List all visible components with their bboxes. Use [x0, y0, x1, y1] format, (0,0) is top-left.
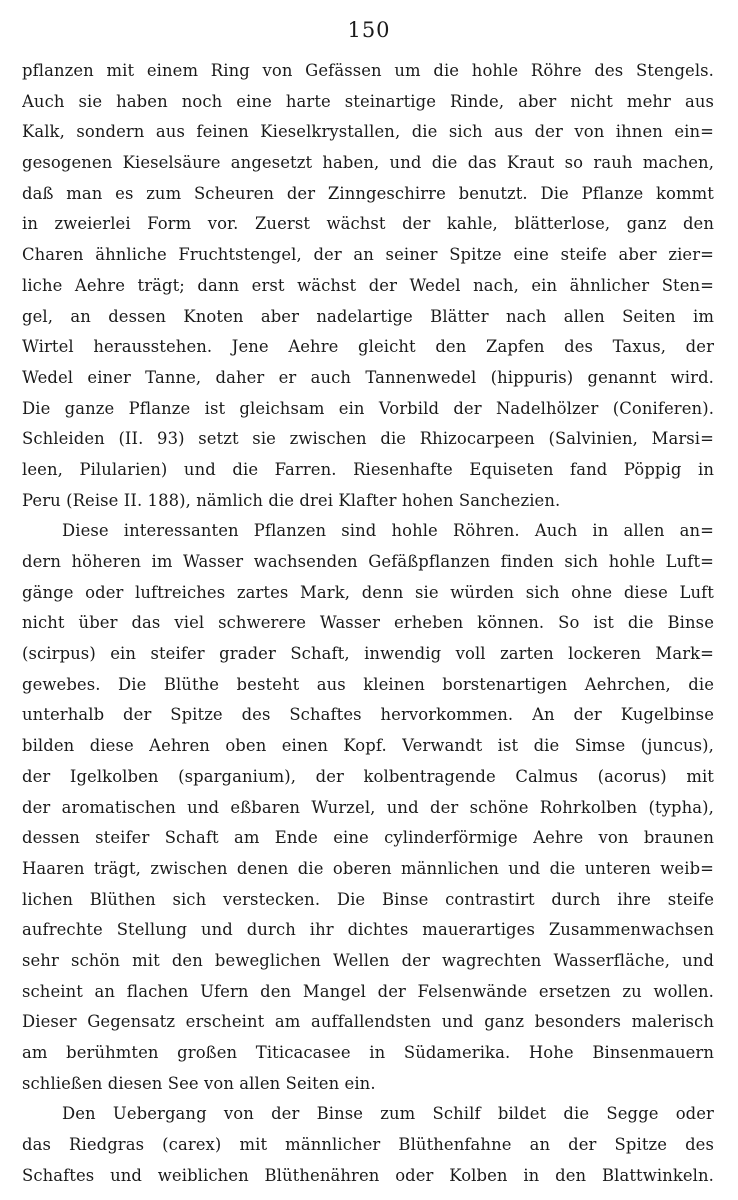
text-line: nicht über das viel schwerere Wasser erheben können. So ist die Binse: [22, 613, 714, 633]
text-line: bilden diese Aehren oben einen Kopf. Verwandt ist die Simse (juncus),: [22, 736, 714, 756]
text-line: in zweierlei Form vor. Zuerst wächst der kahle, blätterlose, ganz den: [22, 214, 714, 234]
text-line: Die ganze Pflanze ist gleichsam ein Vorbild der Nadelhölzer (Coniferen).: [22, 398, 714, 418]
text-line: liche Aehre trägt; dann erst wächst der Wedel nach, ein ähnlicher Sten=: [22, 275, 714, 295]
text-line: dessen steifer Schaft am Ende eine cylinderförmige Aehre von braunen: [22, 828, 714, 848]
text-line: scheint an flachen Ufern den Mangel der Felsenwände ersetzen zu wollen.: [22, 981, 714, 1001]
paragraph-1: [22, 56, 714, 516]
text-line: schließen diesen See von allen Seiten ein.: [22, 1073, 376, 1093]
paragraph-3: [22, 1099, 714, 1191]
text-line: Wedel einer Tanne, daher er auch Tannenwedel (hippuris) genannt wird.: [22, 367, 714, 387]
text-line: Wirtel herausstehen. Jene Aehre gleicht den Zapfen des Taxus, der: [22, 337, 714, 357]
text-line: der Igelkolben (sparganium), der kolbentragende Calmus (acorus) mit: [22, 766, 714, 786]
text-line: lichen Blüthen sich verstecken. Die Binse contrastirt durch ihre steife: [22, 889, 714, 909]
text-line: am berühmten großen Titicacasee in Südamerika. Hohe Binsenmauern: [22, 1043, 714, 1062]
text-line: Haaren trägt, zwischen denen die oberen männlichen und die unteren weib=: [22, 858, 714, 878]
text-line: gewebes. Die Blüthe besteht aus kleinen borstenartigen Aehrchen, die: [22, 674, 714, 694]
text-line: pflanzen mit einem Ring von Gefässen um die hohle Röhre des Stengels.: [22, 61, 714, 80]
text-line: Dieser Gegensatz erscheint am auffallendsten und ganz besonders malerisch: [22, 1012, 714, 1032]
text-line: Schaftes und weiblichen Blüthenähren oder Kolben in den Blattwinkeln.: [22, 1165, 714, 1185]
text-line: leen, Pilularien) und die Farren. Riesenhafte Equiseten fand Pöppig in: [22, 459, 714, 479]
text-line: Den Uebergang von der Binse zum Schilf bildet die Segge oder: [62, 1104, 714, 1124]
text-line: unterhalb der Spitze des Schaftes hervorkommen. An der Kugelbinse: [22, 705, 714, 725]
text-line: das Riedgras (carex) mit männlicher Blüthenfahne an der Spitze des: [22, 1135, 714, 1155]
text-line: der aromatischen und eßbaren Wurzel, und der schöne Rohrkolben (typha),: [22, 797, 714, 817]
text-line: dern höheren im Wasser wachsenden Gefäßpflanzen finden sich hohle Luft=: [22, 552, 714, 571]
text-line: Auch sie haben noch eine harte steinartige Rinde, aber nicht mehr aus: [22, 91, 714, 111]
text-line: gänge oder luftreiches zartes Mark, denn sie würden sich ohne diese Luft: [22, 582, 714, 602]
body-text: [22, 56, 714, 1191]
text-line: Charen ähnliche Fruchtstengel, der an seiner Spitze eine steife aber zier=: [22, 245, 714, 265]
text-line: Peru (Reise II. 188), nämlich die drei Klafter hohen Sanchezien.: [22, 490, 561, 510]
text-line: daß man es zum Scheuren der Zinngeschirre benutzt. Die Pflanze kommt: [22, 183, 714, 203]
text-line: Schleiden (II. 93) setzt sie zwischen die Rhizocarpeen (Salvinien, Marsi=: [22, 429, 714, 449]
text-line: sehr schön mit den beweglichen Wellen der wagrechten Wasserfläche, und: [22, 950, 714, 970]
text-line: Diese interessanten Pflanzen sind hohle Röhren. Auch in allen an=: [62, 521, 714, 541]
paragraph-2: [22, 516, 714, 1099]
text-line: (scirpus) ein steifer grader Schaft, inwendig voll zarten lockeren Mark=: [22, 644, 714, 664]
text-line: Kalk, sondern aus feinen Kieselkrystallen, die sich aus der von ihnen ein=: [22, 122, 714, 142]
text-line: aufrechte Stellung und durch ihr dichtes mauerartiges Zusammenwachsen: [22, 920, 714, 940]
text-line: gel, an dessen Knoten aber nadelartige Blätter nach allen Seiten im: [22, 306, 714, 326]
text-line: gesogenen Kieselsäure angesetzt haben, und die das Kraut so rauh machen,: [22, 153, 714, 173]
page-number: 150: [347, 18, 391, 42]
